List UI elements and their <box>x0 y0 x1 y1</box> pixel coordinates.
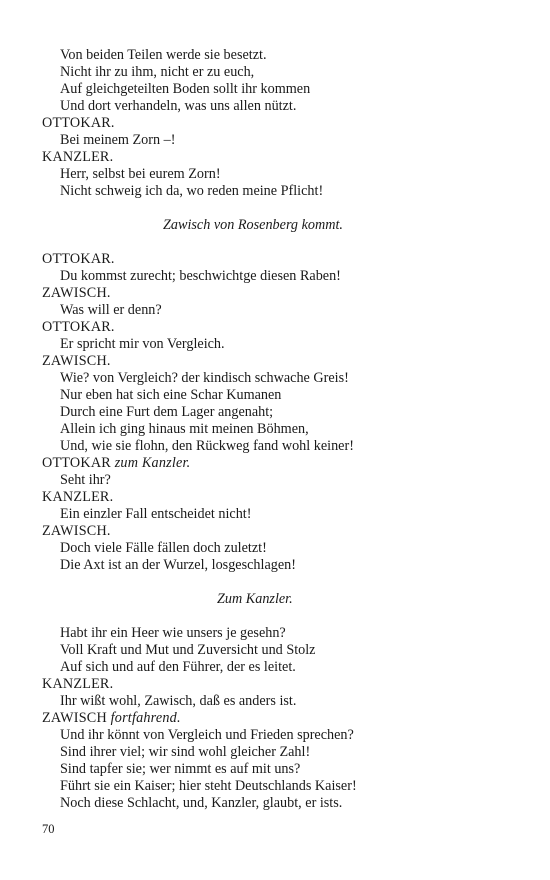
verse-line: Habt ihr ein Heer wie unsers je gesehn? <box>60 625 286 641</box>
speaker-name: KANZLER. <box>42 676 114 692</box>
speaker-name: ZAWISCH. <box>42 523 111 539</box>
verse-line: Auf sich und auf den Führer, der es leitet. <box>60 659 296 675</box>
verse-line: Und ihr könnt von Vergleich und Frieden sprechen? <box>60 727 354 743</box>
document-page <box>42 47 512 812</box>
verse-line: Du kommst zurecht; beschwichtge diesen Raben! <box>60 268 341 284</box>
verse-line: Nicht ihr zu ihm, nicht er zu euch, <box>60 64 255 80</box>
verse-line: Nur eben hat sich eine Schar Kumanen <box>60 387 282 403</box>
verse-line: Bei meinem Zorn –! <box>60 132 176 148</box>
speaker-name: ZAWISCH. <box>42 353 111 369</box>
verse-line: Allein ich ging hinaus mit meinen Böhmen, <box>60 421 309 437</box>
speaker-with-direction <box>42 455 512 472</box>
verse-line: Was will er denn? <box>60 302 162 318</box>
page-number: 70 <box>42 822 55 836</box>
verse-line: Ihr wißt wohl, Zawisch, daß es anders ist. <box>60 693 297 709</box>
speaker-with-direction <box>42 710 512 727</box>
speaker-name: OTTOKAR. <box>42 251 115 267</box>
verse-line: Die Axt ist an der Wurzel, losgeschlagen! <box>60 557 296 573</box>
verse-line: Von beiden Teilen werde sie besetzt. <box>60 47 267 63</box>
verse-line: Er spricht mir von Vergleich. <box>60 336 225 352</box>
speaker-name: OTTOKAR. <box>42 115 115 131</box>
verse-line: Und dort verhandeln, was uns allen nützt. <box>60 98 297 114</box>
verse-line: Voll Kraft und Mut und Zuversicht und Stolz <box>60 642 316 658</box>
verse-line: Doch viele Fälle fällen doch zuletzt! <box>60 540 267 556</box>
verse-line: Sind ihrer viel; wir sind wohl gleicher Zahl! <box>60 744 311 760</box>
verse-line: Noch diese Schlacht, und, Kanzler, glaubt, er ists. <box>60 795 343 811</box>
speaker-name: OTTOKAR. <box>42 319 115 335</box>
speaker-name: KANZLER. <box>42 149 114 165</box>
verse-line: Ein einzler Fall entscheidet nicht! <box>60 506 252 522</box>
speaker-direction: fortfahrend. <box>110 710 181 726</box>
verse-line: Nicht schweig ich da, wo reden meine Pflicht! <box>60 183 324 199</box>
speaker-name: OTTOKAR <box>42 455 111 471</box>
verse-line: Seht ihr? <box>60 472 111 488</box>
verse-line: Führt sie ein Kaiser; hier steht Deutschlands Kaiser! <box>60 778 357 794</box>
speaker-name: ZAWISCH. <box>42 285 111 301</box>
verse-line: Herr, selbst bei eurem Zorn! <box>60 166 221 182</box>
speaker-direction: zum Kanzler. <box>114 455 191 471</box>
stage-direction: Zum Kanzler. <box>217 591 293 607</box>
verse-line: Durch eine Furt dem Lager angenaht; <box>60 404 274 420</box>
speaker-name: KANZLER. <box>42 489 114 505</box>
verse-line: Auf gleichgeteilten Boden sollt ihr kommen <box>60 81 311 97</box>
speaker-name: ZAWISCH <box>42 710 107 726</box>
verse-line: Und, wie sie flohn, den Rückweg fand wohl keiner! <box>60 438 354 454</box>
verse-line: Wie? von Vergleich? der kindisch schwache Greis! <box>60 370 349 386</box>
stage-direction: Zawisch von Rosenberg kommt. <box>163 217 343 233</box>
verse-line: Sind tapfer sie; wer nimmt es auf mit uns? <box>60 761 301 777</box>
